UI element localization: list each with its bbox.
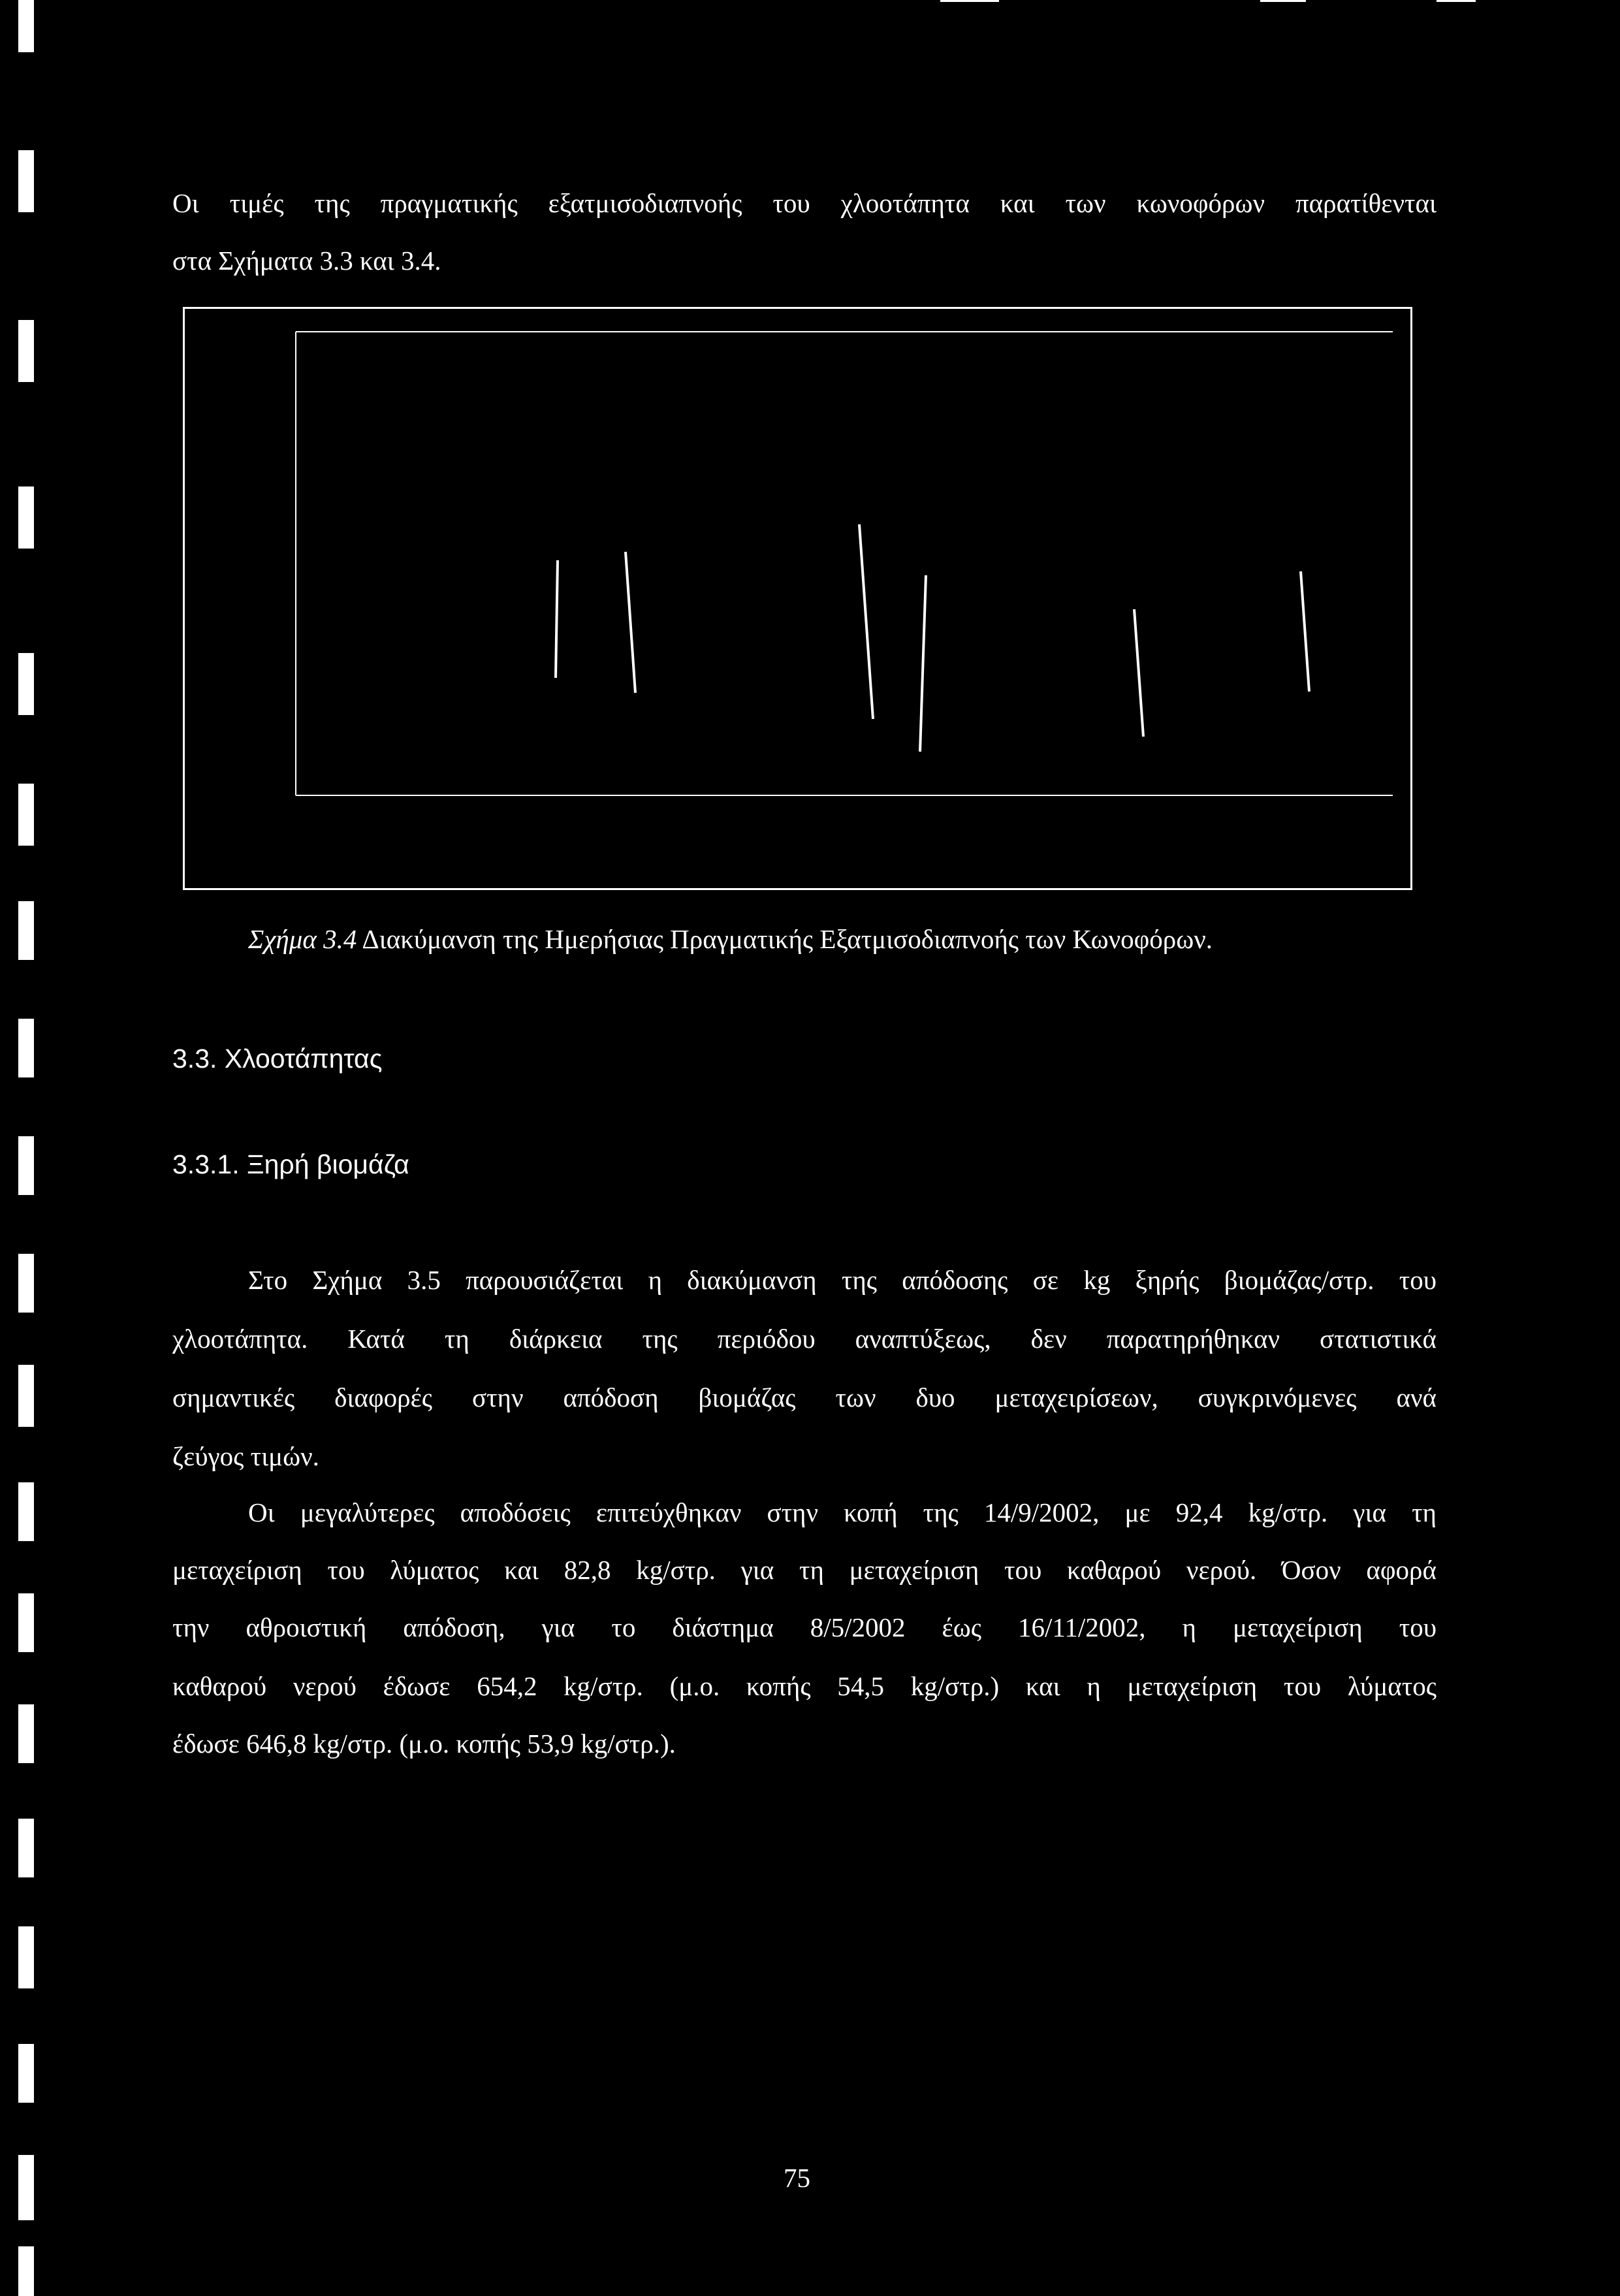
binding-mark <box>18 784 34 846</box>
chart-stroke <box>859 524 873 719</box>
binding-mark <box>18 1482 34 1541</box>
paragraph-line: χλοοτάπητα. Κατά τη διάρκεια της περιόδου αναπτύξεως, δεν παρατηρήθηκαν στατιστικά <box>172 1324 1437 1354</box>
figure-caption-text: Διακύμανση της Ημερήσιας Πραγματικής Εξατμισοδιαπνοής των Κωνοφόρων. <box>362 924 1213 954</box>
binding-mark <box>18 486 34 549</box>
figure-frame <box>183 307 1412 890</box>
page-number: 75 <box>784 2163 810 2193</box>
chart-stroke <box>626 552 635 693</box>
intro-line: στα Σχήματα 3.3 και 3.4. <box>172 246 441 276</box>
binding-mark <box>18 320 34 382</box>
binding-mark <box>18 2246 34 2296</box>
binding-mark <box>18 150 34 212</box>
paragraph-line: Οι μεγαλύτερες αποδόσεις επιτεύχθηκαν στην κοπή της 14/9/2002, με 92,4 kg/στρ. για τη <box>248 1497 1437 1527</box>
paragraph-line: Στο Σχήμα 3.5 παρουσιάζεται η διακύμανση της απόδοσης σε kg ξηρής βιομάζας/στρ. του <box>248 1265 1437 1295</box>
figure-chart <box>185 309 1410 888</box>
binding-mark <box>18 2044 34 2103</box>
paragraph-line: καθαρού νερού έδωσε 654,2 kg/στρ. (μ.ο. κοπής 54,5 kg/στρ.) και η μεταχείριση του λύματος <box>172 1671 1437 1701</box>
section-heading: 3.3. Χλοοτάπητας <box>172 1044 383 1074</box>
paragraph-line: σημαντικές διαφορές στην απόδοση βιομάζας των δυο μεταχειρίσεων, συγκρινόμενες ανά <box>172 1382 1437 1412</box>
binding-mark <box>18 0 34 52</box>
binding-mark <box>18 1704 34 1763</box>
binding-mark <box>18 1926 34 1988</box>
top-edge-mark <box>1260 0 1306 2</box>
top-edge-mark <box>940 0 999 2</box>
paragraph-line: την αθροιστική απόδοση, για το διάστημα 8/5/2002 έως 16/11/2002, η μεταχείριση του <box>172 1612 1437 1642</box>
binding-mark <box>18 901 34 960</box>
binding-mark <box>18 2155 34 2220</box>
subsection-heading: 3.3.1. Ξηρή βιομάζα <box>172 1149 409 1179</box>
intro-line: Οι τιμές της πραγματικής εξατμισοδιαπνοής του χλοοτάπητα και των κωνοφόρων παρατίθενται <box>172 188 1437 218</box>
paragraph-line: έδωσε 646,8 kg/στρ. (μ.ο. κοπής 53,9 kg/στρ.). <box>172 1729 676 1759</box>
binding-mark <box>18 1136 34 1195</box>
chart-stroke <box>556 560 558 678</box>
binding-mark <box>18 1254 34 1313</box>
chart-stroke <box>920 575 926 752</box>
binding-mark <box>18 1365 34 1427</box>
chart-stroke <box>1134 609 1143 737</box>
binding-mark <box>18 653 34 715</box>
binding-mark <box>18 1019 34 1077</box>
binding-mark <box>18 1819 34 1877</box>
paragraph-line: ζεύγος τιμών. <box>172 1441 319 1471</box>
binding-mark <box>18 1593 34 1652</box>
paragraph-line: μεταχείριση του λύματος και 82,8 kg/στρ. για τη μεταχείριση του καθαρού νερού. Όσον αφορά <box>172 1555 1437 1585</box>
figure-caption-label: Σχήμα 3.4 <box>248 924 357 954</box>
figure-caption <box>248 926 1213 953</box>
chart-stroke <box>1301 571 1309 692</box>
top-edge-mark <box>1437 0 1476 2</box>
